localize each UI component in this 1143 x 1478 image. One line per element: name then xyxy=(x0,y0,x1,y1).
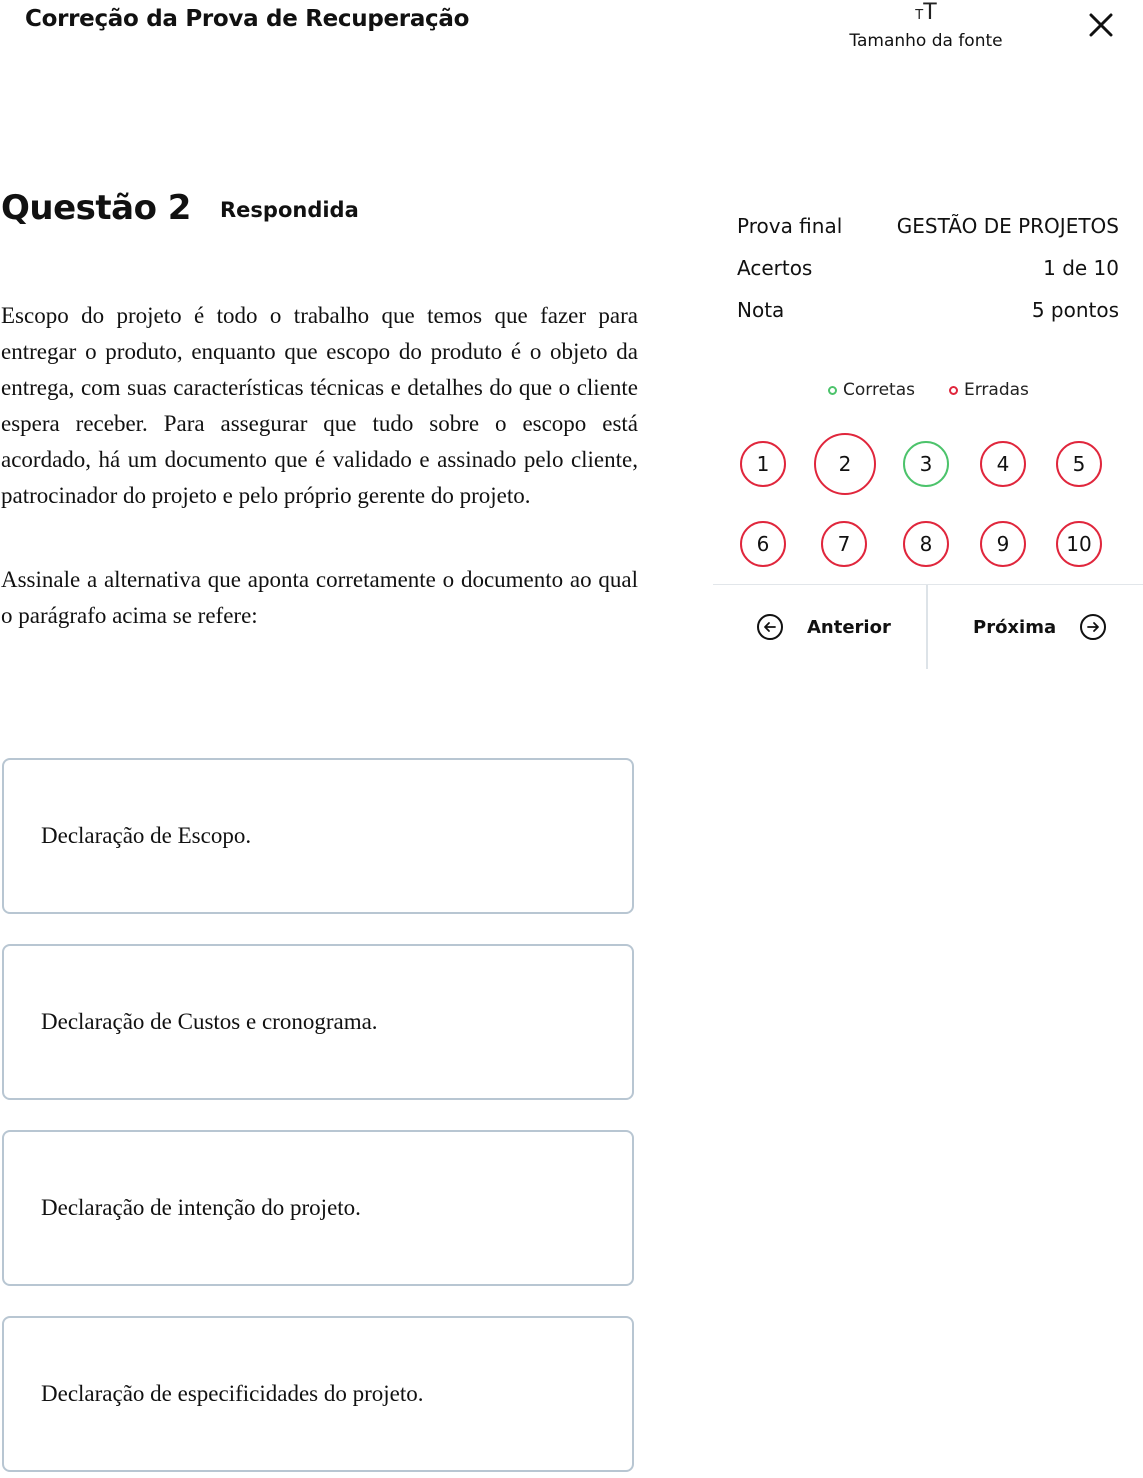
arrow-right-circle-icon xyxy=(1080,614,1106,640)
question-nav-9[interactable]: 9 xyxy=(980,521,1026,567)
font-size-label: Tamanho da fonte xyxy=(849,31,1003,51)
arrow-left-circle-icon xyxy=(757,614,783,640)
exam-value: GESTÃO DE PROJETOS xyxy=(896,214,1119,238)
question-nav-3[interactable]: 3 xyxy=(903,441,949,487)
question-nav-7[interactable]: 7 xyxy=(821,521,867,567)
answer-option-1[interactable] xyxy=(2,758,634,914)
next-label: Próxima xyxy=(973,616,1057,638)
exam-info-panel xyxy=(737,205,1119,331)
answer-option-2[interactable] xyxy=(2,944,634,1100)
correct-dot-icon xyxy=(828,386,837,395)
answer-option-3[interactable] xyxy=(2,1130,634,1286)
hits-label: Acertos xyxy=(737,256,813,280)
legend xyxy=(828,380,1029,400)
font-size-icon: TT xyxy=(915,0,937,25)
close-icon xyxy=(1089,13,1113,37)
grade-value: 5 pontos xyxy=(1031,298,1119,322)
grade-row xyxy=(737,289,1119,331)
previous-button[interactable] xyxy=(757,585,891,669)
question-title: Questão 2 xyxy=(1,188,191,228)
close-button[interactable] xyxy=(1082,6,1120,44)
legend-wrong xyxy=(949,380,1029,400)
exam-label: Prova final xyxy=(737,214,843,238)
legend-correct-label: Corretas xyxy=(843,380,915,400)
answer-option-label: Declaração de especificidades do projeto. xyxy=(41,1381,424,1406)
font-size-button[interactable] xyxy=(846,0,1006,56)
question-paragraph: Escopo do projeto é todo o trabalho que temos que fazer para entregar o produto, enquanto que escopo do produto é o objeto da entrega, com suas características técnicas e detalhes do que o cliente espera receber. Para assegurar que tudo sobre o escopo está acordado, há um documento que é validado e assinado pelo cliente, patrocinador do projeto e pelo próprio gerente do projeto. xyxy=(1,303,638,508)
hits-row xyxy=(737,247,1119,289)
question-nav-6[interactable]: 6 xyxy=(740,521,786,567)
wrong-dot-icon xyxy=(949,386,958,395)
question-nav-5[interactable]: 5 xyxy=(1056,441,1102,487)
next-button[interactable] xyxy=(973,585,1106,669)
legend-correct xyxy=(828,380,915,400)
exam-row xyxy=(737,205,1119,247)
answer-option-label: Declaração de Custos e cronograma. xyxy=(41,1009,378,1034)
answer-option-label: Declaração de Escopo. xyxy=(41,823,252,848)
answer-option-4[interactable] xyxy=(2,1316,634,1472)
question-prompt: Assinale a alternativa que aponta corretamente o documento ao qual o parágrafo acima se refere: xyxy=(1,567,638,628)
question-status: Respondida xyxy=(220,198,359,222)
hits-value: 1 de 10 xyxy=(1043,256,1119,280)
legend-wrong-label: Erradas xyxy=(963,380,1029,400)
question-pager xyxy=(713,584,1143,669)
question-nav-4[interactable]: 4 xyxy=(980,441,1026,487)
grade-label: Nota xyxy=(737,298,785,322)
answer-option-label: Declaração de intenção do projeto. xyxy=(41,1195,361,1220)
question-nav-2[interactable]: 2 xyxy=(814,433,876,495)
question-nav-8[interactable]: 8 xyxy=(903,521,949,567)
question-nav-1[interactable]: 1 xyxy=(740,441,786,487)
question-nav-10[interactable]: 10 xyxy=(1056,521,1102,567)
page-title: Correção da Prova de Recuperação xyxy=(25,6,470,32)
pager-divider xyxy=(926,585,928,669)
previous-label: Anterior xyxy=(807,616,891,638)
